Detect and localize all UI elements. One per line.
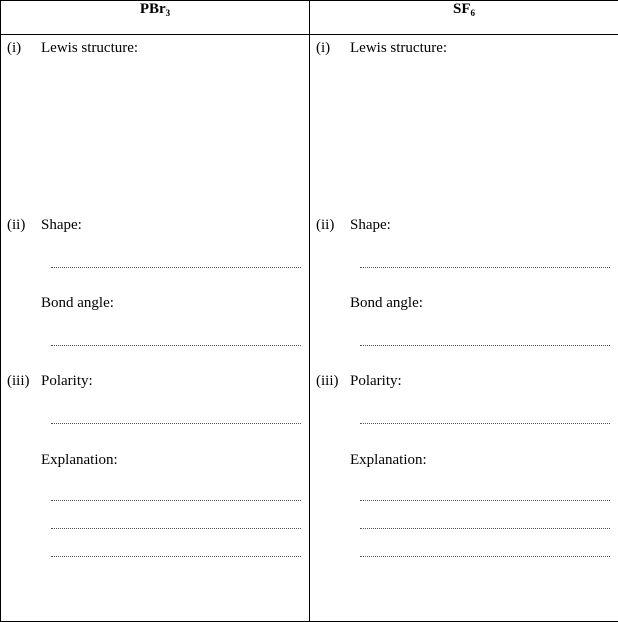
column-sf6 [310, 35, 618, 622]
answer-line-bond-angle[interactable] [51, 345, 301, 346]
part-number: (i) [316, 40, 331, 56]
answer-line-polarity[interactable] [51, 423, 301, 424]
part-label: Bond angle: [350, 295, 423, 311]
part-number: (ii) [316, 217, 335, 233]
answer-line-shape[interactable] [51, 267, 301, 268]
part-label: Shape: [350, 217, 391, 233]
column-pbr3 [1, 35, 310, 622]
answer-line-bond-angle[interactable] [360, 345, 610, 346]
part-label: Lewis structure: [41, 40, 139, 56]
part-label: Explanation: [41, 452, 118, 468]
part-number: (iii) [7, 373, 30, 389]
part-label: Bond angle: [41, 295, 114, 311]
answer-line-explanation-1[interactable] [360, 500, 610, 501]
answer-line-explanation-2[interactable] [360, 528, 610, 529]
part-label: Polarity: [350, 373, 402, 389]
part-number: (i) [7, 40, 22, 56]
answer-line-polarity[interactable] [360, 423, 610, 424]
answer-line-explanation-2[interactable] [51, 528, 301, 529]
answer-line-explanation-3[interactable] [360, 556, 610, 557]
part-number: (iii) [316, 373, 339, 389]
heading-pbr3: PBr$_3$ [1, 1, 310, 35]
answer-line-explanation-3[interactable] [51, 556, 301, 557]
part-label: Lewis structure: [350, 40, 448, 56]
answer-line-explanation-1[interactable] [51, 500, 301, 501]
answer-line-shape[interactable] [360, 267, 610, 268]
heading-sf6: $SF_6$ [310, 1, 618, 35]
part-label: Shape: [41, 217, 82, 233]
part-label: Polarity: [41, 373, 93, 389]
part-number: (ii) [7, 217, 26, 233]
part-label: Explanation: [350, 452, 427, 468]
